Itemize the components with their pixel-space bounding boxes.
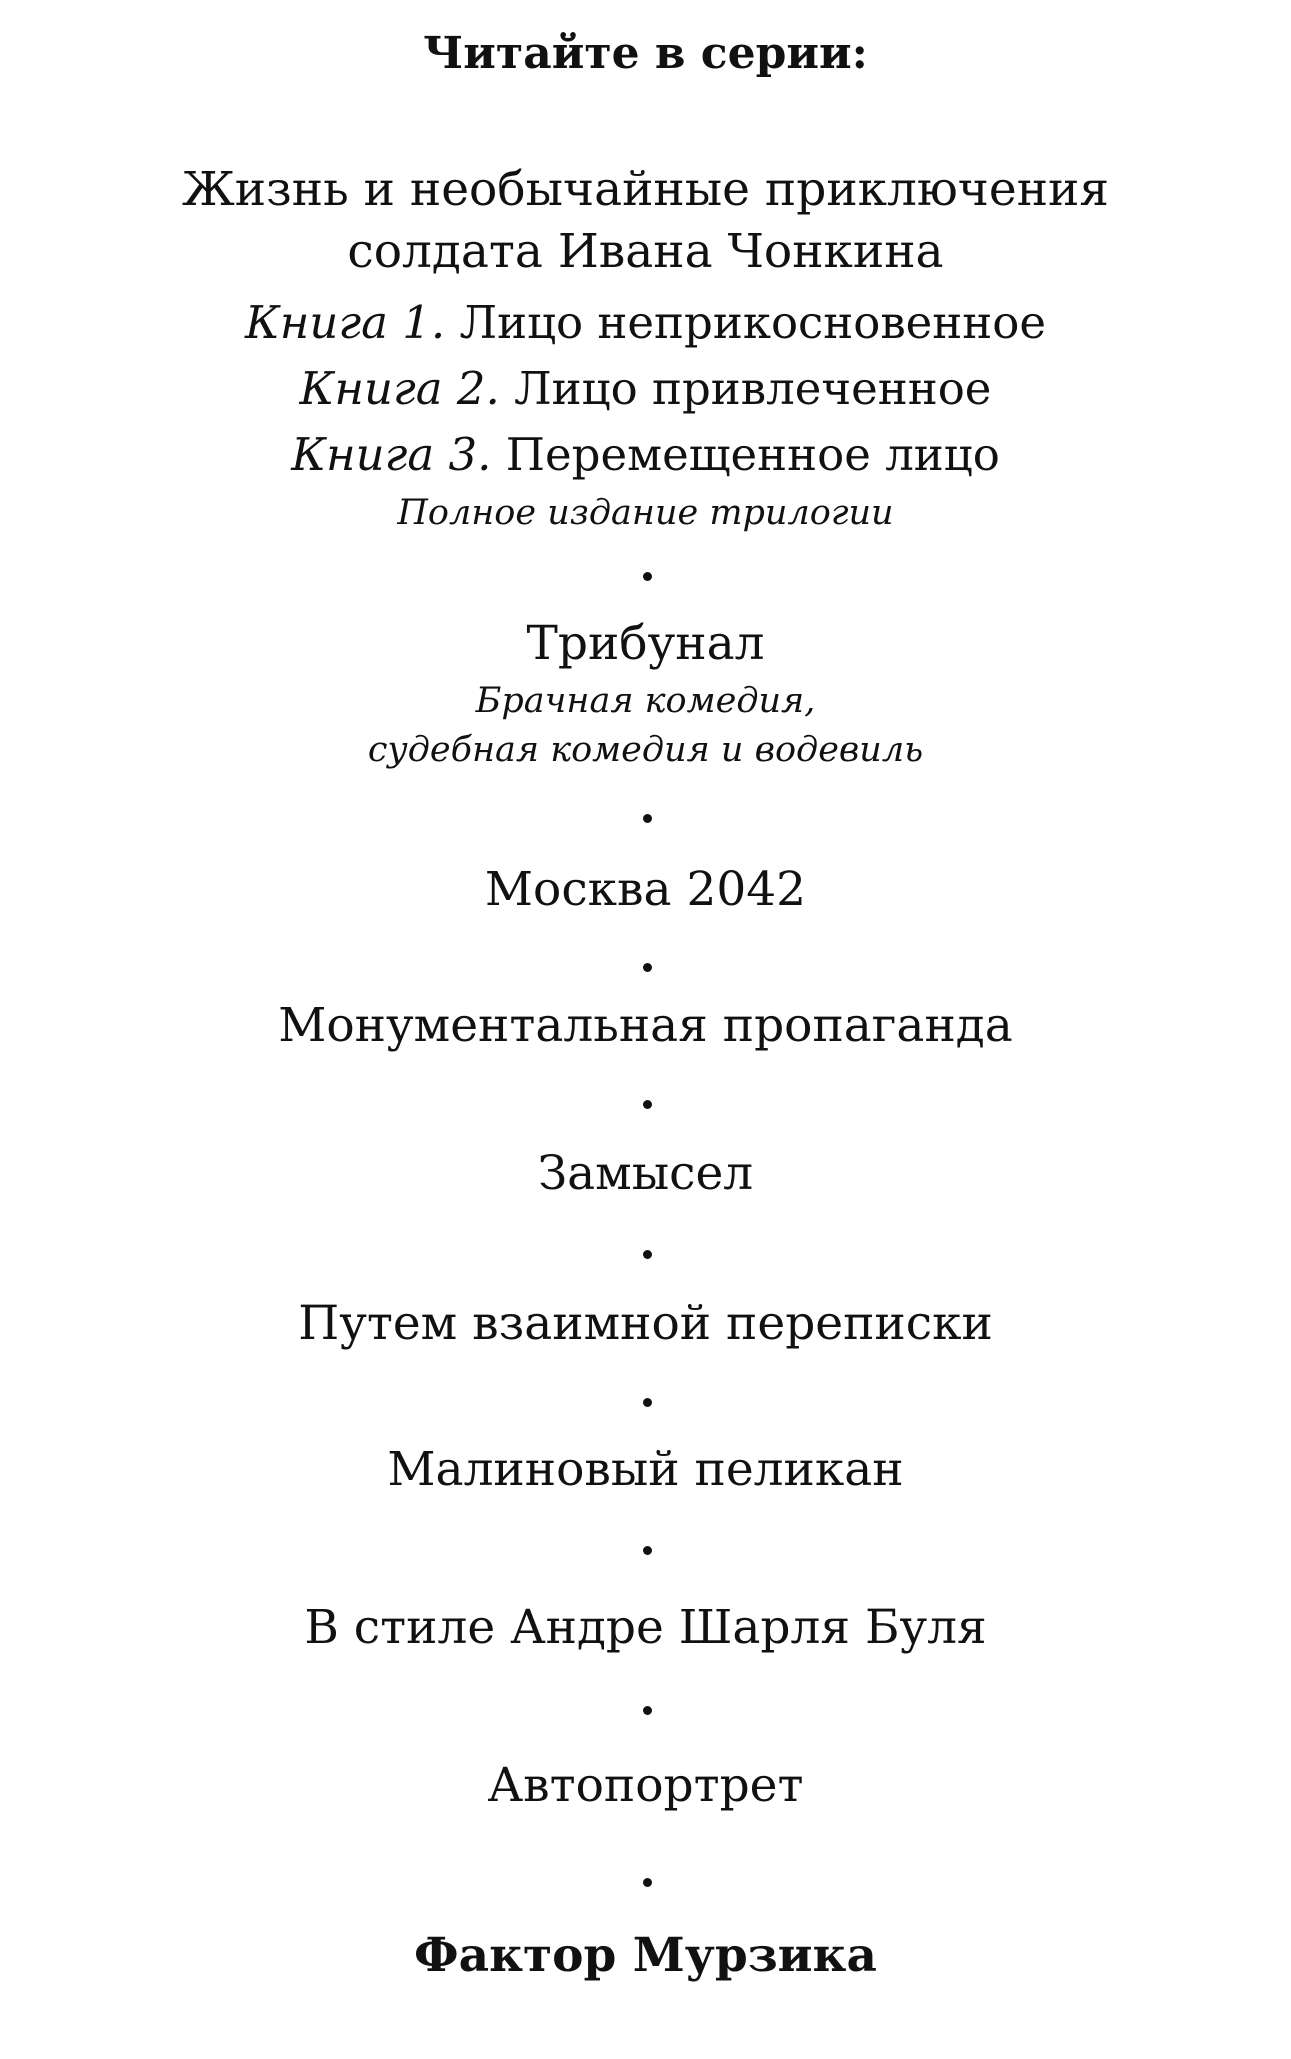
- separator-bullet: [0, 1100, 1291, 1112]
- separator-bullet: [0, 963, 1291, 975]
- separator-bullet: [0, 572, 1291, 584]
- chonkin-title-line-2: солдата Ивана Чонкина: [347, 224, 944, 279]
- separator-bullet: [0, 1398, 1291, 1410]
- book-title: Лицо неприкосновенное: [459, 296, 1047, 349]
- book-title-zamysel: Замысел: [537, 1146, 754, 1201]
- book-title-murzik-factor: Фактор Мурзика: [414, 1928, 877, 1983]
- separator-bullet: [0, 1546, 1291, 1558]
- book-title-boulle-style: В стиле Андре Шарля Буля: [304, 1600, 987, 1655]
- separator-bullet: [0, 1250, 1291, 1262]
- series-heading: Читайте в серии:: [423, 28, 868, 79]
- chonkin-title-line-1: Жизнь и необычайные приключения: [181, 162, 1109, 217]
- book-number-label: Книга 2.: [299, 362, 500, 415]
- book-title-monumental-propaganda: Монументальная пропаганда: [278, 998, 1013, 1053]
- separator-bullet: [0, 1878, 1291, 1890]
- chonkin-note: Полное издание трилогии: [397, 493, 894, 533]
- chonkin-book-3: [0, 428, 1291, 481]
- book-number-label: Книга 3.: [291, 428, 492, 481]
- chonkin-book-2: [0, 362, 1291, 415]
- tribunal-note-line-1: Брачная комедия,: [475, 681, 816, 721]
- separator-bullet: [0, 1706, 1291, 1718]
- book-title-moscow-2042: Москва 2042: [484, 862, 807, 917]
- book-title: Перемещенное лицо: [505, 428, 1000, 481]
- book-title-self-portrait: Автопортрет: [487, 1758, 804, 1813]
- separator-bullet: [0, 814, 1291, 826]
- tribunal-title: Трибунал: [526, 616, 765, 671]
- book-number-label: Книга 1.: [244, 296, 446, 349]
- chonkin-book-1: [0, 296, 1291, 349]
- book-title: Лицо привлеченное: [514, 362, 992, 415]
- book-title-raspberry-pelican: Малиновый пеликан: [387, 1442, 904, 1497]
- book-title-correspondence: Путем взаимной переписки: [298, 1296, 993, 1351]
- tribunal-note-line-2: судебная комедия и водевиль: [367, 730, 924, 770]
